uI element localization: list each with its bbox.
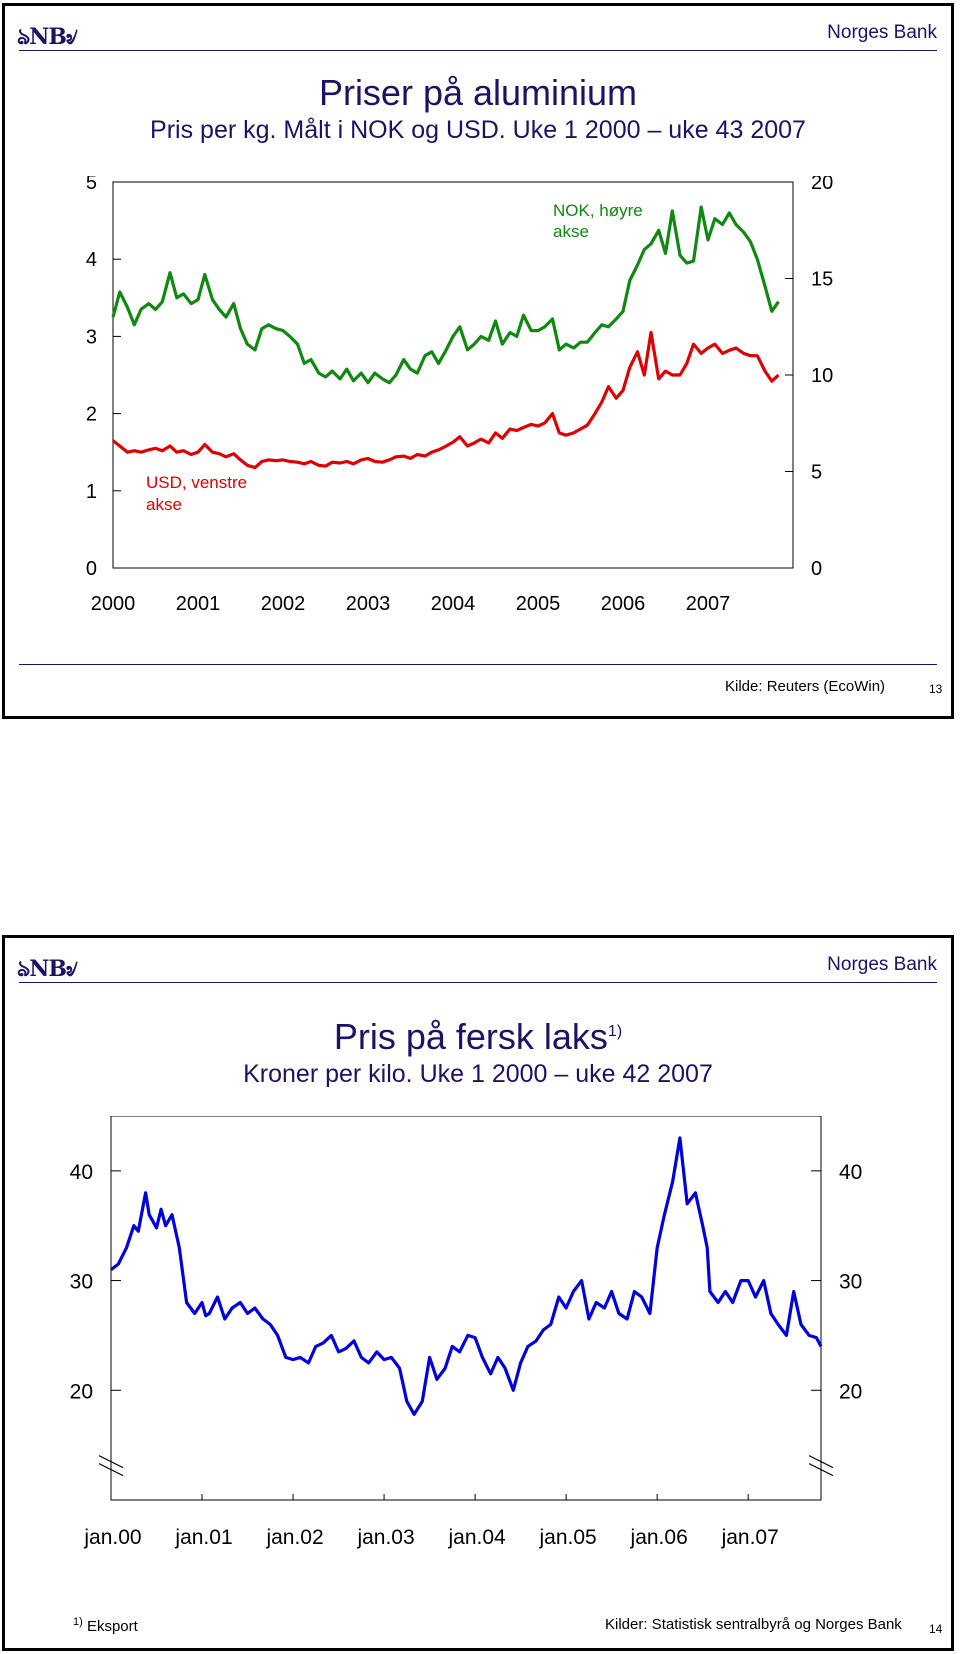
norges-bank-logo: ঌNB৶ [17, 24, 77, 50]
y-left-tick-label: 40 [69, 1160, 93, 1184]
x-tick-label: 2001 [175, 593, 221, 615]
y-right-tick-label: 30 [839, 1270, 863, 1294]
x-tick-label: 2005 [515, 593, 561, 615]
chart-subtitle: Kroner per kilo. Uke 1 2000 – uke 42 2007 [243, 1060, 713, 1088]
footnote-mark: 1) [73, 1616, 83, 1628]
slide-salmon [2, 935, 954, 1651]
x-tick-label: 2002 [260, 593, 306, 615]
x-tick-label: jan.06 [630, 1526, 688, 1549]
footnote-text: Eksport [86, 1618, 138, 1635]
usd-series-label: akse [146, 495, 182, 514]
y-right-tick-label: 0 [811, 558, 823, 580]
brand-name: Norges Bank [827, 954, 937, 975]
x-tick-label: jan.02 [266, 1526, 324, 1549]
y-left-tick-label: 20 [69, 1380, 93, 1404]
footer-rule [19, 664, 937, 665]
x-tick-label: jan.03 [357, 1526, 415, 1549]
plot-frame [111, 1116, 821, 1500]
x-tick-label: 2003 [345, 593, 391, 615]
source-text: Kilde: Reuters (EcoWin) [725, 678, 886, 695]
y-left-tick-label: 5 [85, 176, 97, 194]
salmon-price-line [111, 1138, 821, 1415]
chart-subtitle: Pris per kg. Målt i NOK og USD. Uke 1 2000 – uke 43 2007 [150, 116, 806, 144]
page-number: 14 [929, 1622, 943, 1636]
y-right-tick-label: 10 [811, 365, 834, 387]
y-left-tick-label: 2 [85, 403, 97, 426]
source-text: Kilder: Statistisk sentralbyrå og Norges Bank [605, 1616, 902, 1633]
brand-name: Norges Bank [827, 22, 937, 43]
usd-series-label: USD, venstre [146, 473, 248, 492]
footnote [73, 1616, 138, 1635]
nok-series-label: akse [553, 222, 589, 241]
nok-series-label: NOK, høyre [553, 201, 643, 220]
nok-series-line [113, 207, 779, 383]
y-left-tick-label: 0 [85, 558, 97, 580]
y-left-tick-label: 3 [85, 326, 97, 349]
chart-title-text: Pris på fersk laks [333, 1016, 608, 1057]
x-tick-label: 2004 [430, 593, 476, 615]
title-footnote-mark: 1) [607, 1023, 623, 1040]
aluminium-chart [5, 176, 951, 646]
x-tick-label: jan.01 [175, 1526, 233, 1549]
header-rule [19, 50, 937, 51]
slide-aluminium [2, 3, 954, 719]
chart-title [5, 1016, 951, 1058]
y-right-tick-label: 20 [811, 176, 834, 194]
x-tick-label: 2000 [90, 593, 136, 615]
y-right-tick-label: 15 [811, 268, 834, 291]
plot-frame [113, 182, 793, 568]
salmon-chart [5, 1116, 951, 1586]
y-right-tick-label: 20 [839, 1380, 863, 1404]
page-number: 13 [929, 682, 943, 696]
y-left-tick-label: 30 [69, 1270, 93, 1294]
norges-bank-logo: ঌNB৶ [17, 956, 77, 982]
x-tick-label: 2006 [600, 593, 646, 615]
header-rule [19, 982, 937, 983]
x-tick-label: jan.04 [448, 1526, 506, 1549]
x-tick-label: jan.05 [539, 1526, 597, 1549]
x-tick-label: jan.00 [84, 1526, 142, 1549]
x-tick-label: jan.07 [721, 1526, 779, 1549]
y-right-tick-label: 40 [839, 1160, 863, 1184]
y-left-tick-label: 1 [85, 480, 97, 503]
x-tick-label: 2007 [685, 593, 731, 615]
y-left-tick-label: 4 [85, 249, 97, 272]
chart-title: Priser på aluminium [318, 72, 638, 113]
y-right-tick-label: 5 [811, 461, 823, 484]
